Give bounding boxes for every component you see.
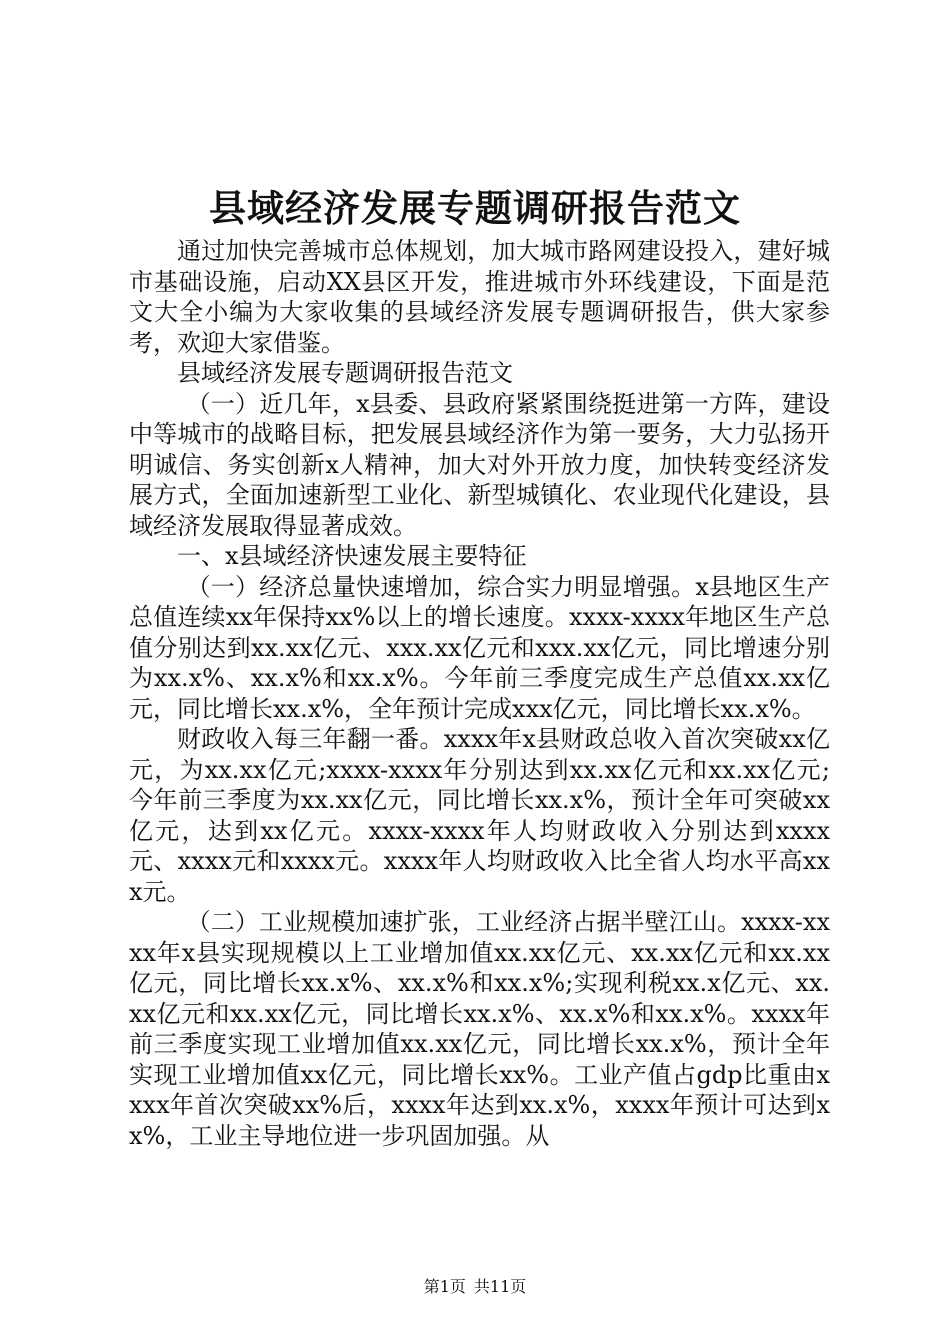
industry-paragraph: （二）工业规模加速扩张，工业经济占据半壁江山。xxxx-xxxx年x县实现规模以上工业增加值xx.xx亿元、xx.xx亿元和xx.xx亿元，同比增长xx.x%、xx.x%和xx.x%;实现利税xx.x亿元、xx.xx亿元和xx.xx亿元，同比增长xx.x%、xx.x%和xx.x%。xxxx年前三季度实现工业增加值xx.xx亿元，同比增长xx.x%，预计全年实现工业增加值xx亿元，同比增长xx%。工业产值占gdp比重由xxxx年首次突破xx%后，xxxx年达到xx.x%，xxxx年预计可达到xx%，工业主导地位进一步巩固加强。从: [129, 908, 830, 1150]
economy-paragraph: （一）经济总量快速增加，综合实力明显增强。x县地区生产总值连续xx年保持xx%以上的增长速度。xxxx-xxxx年地区生产总值分别达到xx.xx亿元、xxx.xx亿元和xxx.xx亿元，同比增速分别为xx.x%、xx.x%和xx.x%。今年前三季度完成生产总值xx.xx亿元，同比增长xx.x%，全年预计完成xxx亿元，同比增长xx.x%。: [129, 572, 830, 723]
page-number-total: 共11页: [473, 1277, 527, 1296]
overview-paragraph: （一）近几年，x县委、县政府紧紧围绕挺进第一方阵，建设中等城市的战略目标，把发展县域经济作为第一要务，大力弘扬开明诚信、务实创新x人精神，加大对外开放力度，加快转变经济发展方式，全面加速新型工业化、新型城镇化、农业现代化建设，县域经济发展取得显著成效。: [129, 389, 830, 540]
finance-paragraph: 财政收入每三年翻一番。xxxx年x县财政总收入首次突破xx亿元，为xx.xx亿元;xxxx-xxxx年分别达到xx.xx亿元和xx.xx亿元;今年前三季度为xx.xx亿元，同比增长xx.x%，预计全年可突破xx亿元，达到xx亿元。xxxx-xxxx年人均财政收入分别达到xxxx元、xxxx元和xxxx元。xxxx年人均财政收入比全省人均水平高xxx元。: [129, 725, 830, 906]
section-heading: 一、x县域经济快速发展主要特征: [177, 542, 527, 570]
page-footer: [0, 1277, 950, 1297]
subtitle-paragraph: 县域经济发展专题调研报告范文: [177, 359, 513, 387]
page-number-current: 第1页: [423, 1277, 466, 1296]
document-body: [129, 236, 830, 1151]
intro-paragraph: 通过加快完善城市总体规划，加大城市路网建设投入，建好城市基础设施，启动XX县区开发，推进城市外环线建设，下面是范文大全小编为大家收集的县域经济发展专题调研报告，供大家参考，欢迎大家借鉴。: [129, 237, 830, 357]
document-title: 县域经济发展专题调研报告范文: [209, 186, 741, 230]
